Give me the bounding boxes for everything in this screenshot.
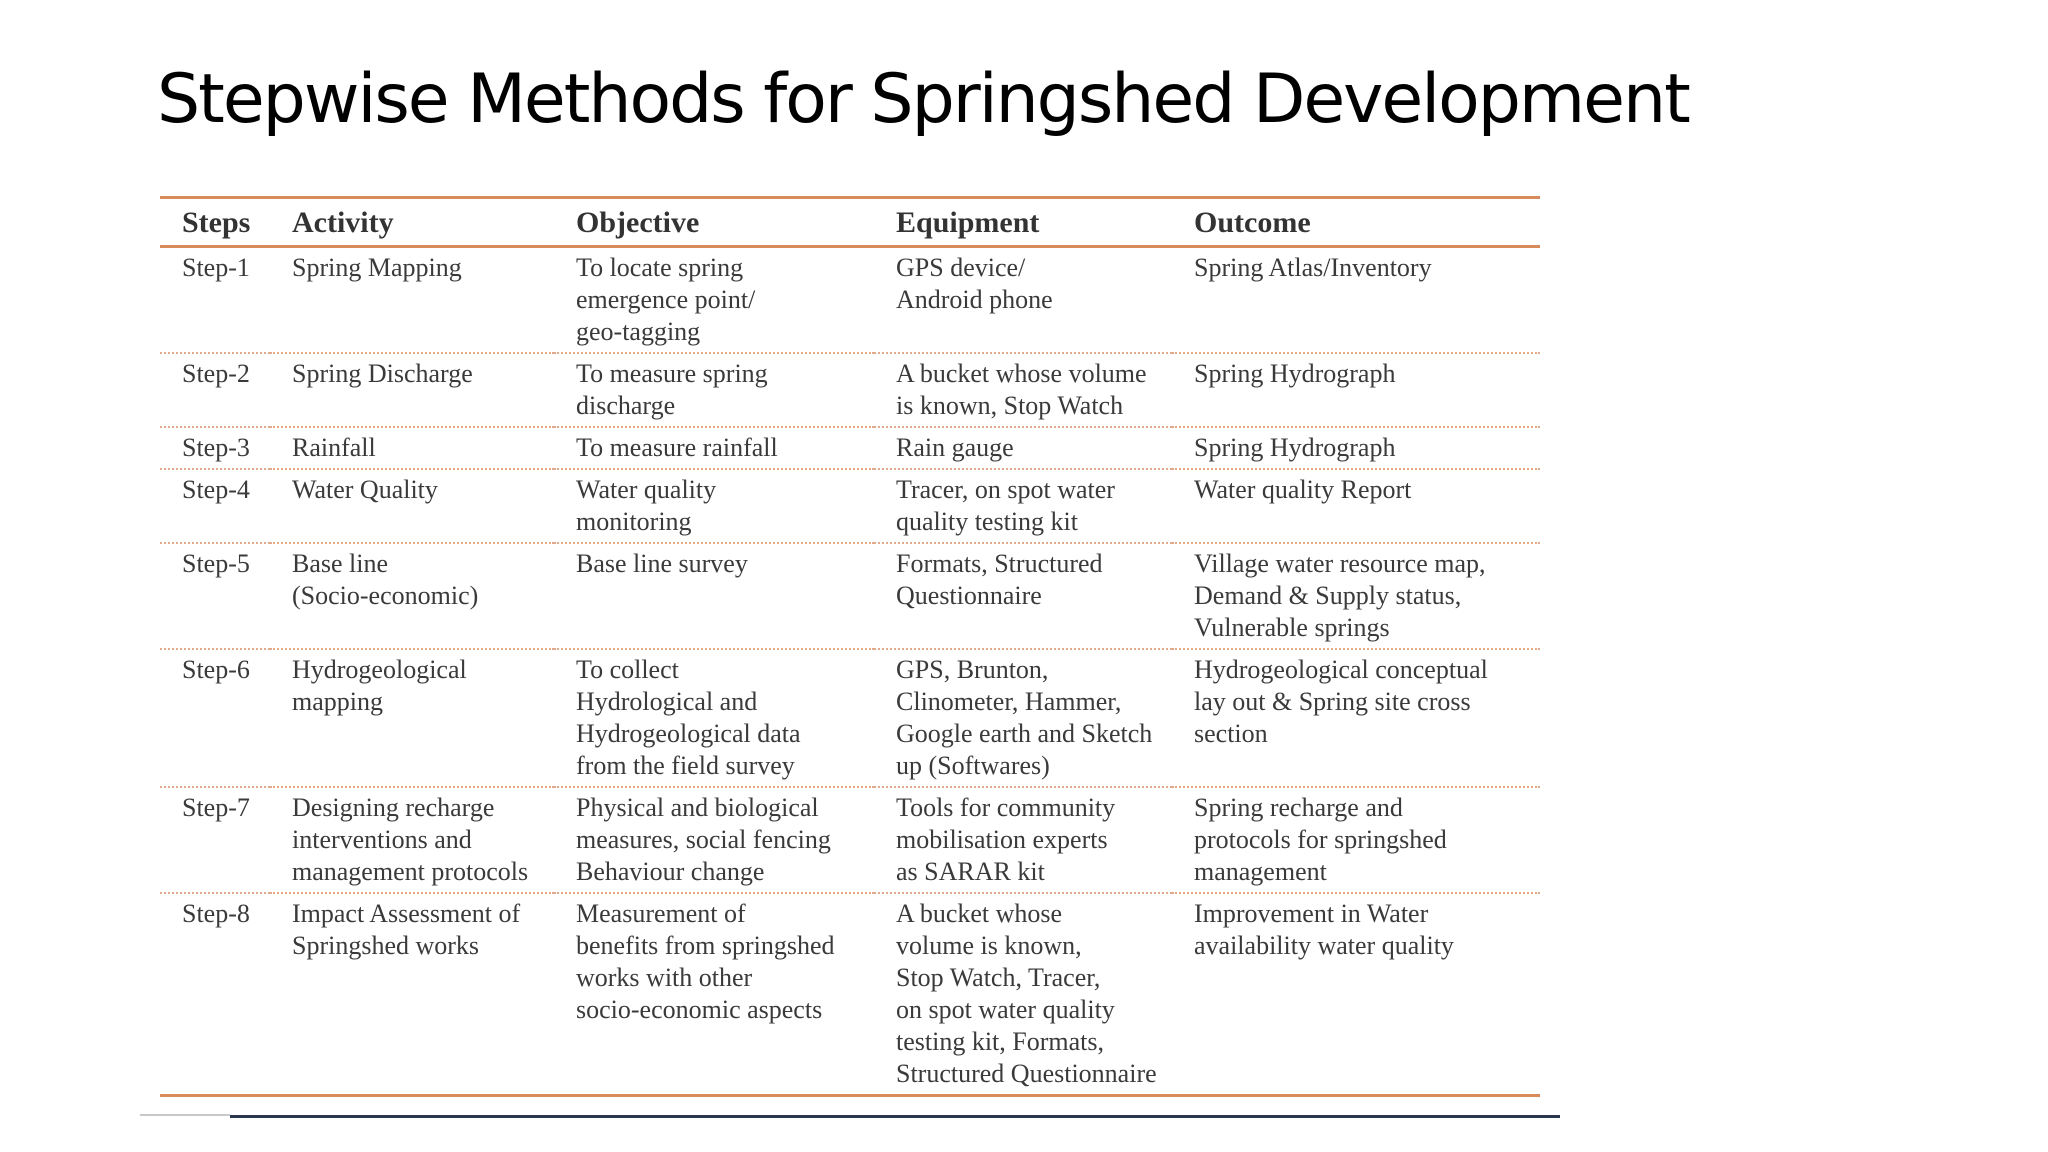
- cell-objective: To measure rainfall: [576, 433, 778, 462]
- table-row: [160, 543, 1540, 649]
- cell-outcome: Spring Atlas/Inventory: [1194, 253, 1432, 282]
- cell-activity: Spring Mapping: [292, 253, 462, 282]
- cell-step: Step-7: [182, 793, 250, 822]
- cell-step: Step-1: [182, 253, 250, 282]
- table-row: [160, 353, 1540, 427]
- cell-equipment: Rain gauge: [896, 433, 1014, 462]
- header-row: [160, 198, 1540, 247]
- cell-equipment: Formats, Structured Questionnaire: [896, 549, 1103, 610]
- table-row: [160, 427, 1540, 469]
- cell-outcome: Spring recharge and protocols for springshed management: [1194, 793, 1447, 886]
- cell-activity: Hydrogeological mapping: [292, 655, 467, 716]
- table-body: [160, 247, 1540, 1096]
- cell-objective: To measure spring discharge: [576, 359, 768, 420]
- methods-table: [160, 196, 1540, 1097]
- cell-step: Step-8: [182, 899, 250, 928]
- table-row: [160, 469, 1540, 543]
- cell-objective: To collect Hydrological and Hydrogeological data from the field survey: [576, 655, 801, 780]
- table-row: [160, 247, 1540, 354]
- cell-objective: Measurement of benefits from springshed works with other socio-economic aspects: [576, 899, 835, 1024]
- cell-outcome: Water quality Report: [1194, 475, 1412, 504]
- cell-equipment: GPS device/ Android phone: [896, 253, 1053, 314]
- slide-title: Stepwise Methods for Springshed Development: [157, 60, 1689, 139]
- cell-activity: Water Quality: [292, 475, 438, 504]
- cell-activity: Base line (Socio-economic): [292, 549, 479, 610]
- cell-outcome: Improvement in Water availability water quality: [1194, 899, 1454, 960]
- cell-activity: Designing recharge interventions and management protocols: [292, 793, 529, 886]
- cell-objective: Water quality monitoring: [576, 475, 717, 536]
- cell-objective: To locate spring emergence point/ geo-tagging: [576, 253, 756, 346]
- table-row: [160, 649, 1540, 787]
- table-header: [160, 198, 1540, 247]
- cell-objective: Base line survey: [576, 549, 748, 578]
- header-outcome: Outcome: [1194, 206, 1311, 239]
- cell-activity: Impact Assessment of Springshed works: [292, 899, 521, 960]
- table-row: [160, 787, 1540, 893]
- cell-step: Step-4: [182, 475, 250, 504]
- footer-divider: [230, 1115, 1560, 1118]
- footer-divider-grey: [140, 1114, 230, 1116]
- cell-outcome: Hydrogeological conceptual lay out & Spring site cross section: [1194, 655, 1488, 748]
- cell-equipment: Tracer, on spot water quality testing kit: [896, 475, 1115, 536]
- cell-equipment: A bucket whose volume is known, Stop Watch: [896, 359, 1147, 420]
- header-activity: Activity: [292, 206, 394, 239]
- cell-equipment: GPS, Brunton, Clinometer, Hammer, Google earth and Sketch up (Softwares): [896, 655, 1153, 780]
- cell-outcome: Spring Hydrograph: [1194, 433, 1396, 462]
- cell-step: Step-3: [182, 433, 250, 462]
- cell-activity: Rainfall: [292, 433, 376, 462]
- cell-objective: Physical and biological measures, social fencing Behaviour change: [576, 793, 831, 886]
- cell-step: Step-6: [182, 655, 250, 684]
- cell-outcome: Spring Hydrograph: [1194, 359, 1396, 388]
- table-row: [160, 893, 1540, 1096]
- cell-step: Step-2: [182, 359, 250, 388]
- cell-equipment: Tools for community mobilisation experts as SARAR kit: [896, 793, 1116, 886]
- cell-equipment: A bucket whose volume is known, Stop Watch, Tracer, on spot water quality testing kit, Formats, Structured Questionnaire: [896, 899, 1157, 1088]
- header-objective: Objective: [576, 206, 700, 239]
- methods-table-container: [160, 196, 1540, 1097]
- header-equipment: Equipment: [896, 206, 1040, 239]
- cell-activity: Spring Discharge: [292, 359, 473, 388]
- cell-step: Step-5: [182, 549, 250, 578]
- header-steps: Steps: [182, 206, 251, 239]
- cell-outcome: Village water resource map, Demand & Supply status, Vulnerable springs: [1194, 549, 1486, 642]
